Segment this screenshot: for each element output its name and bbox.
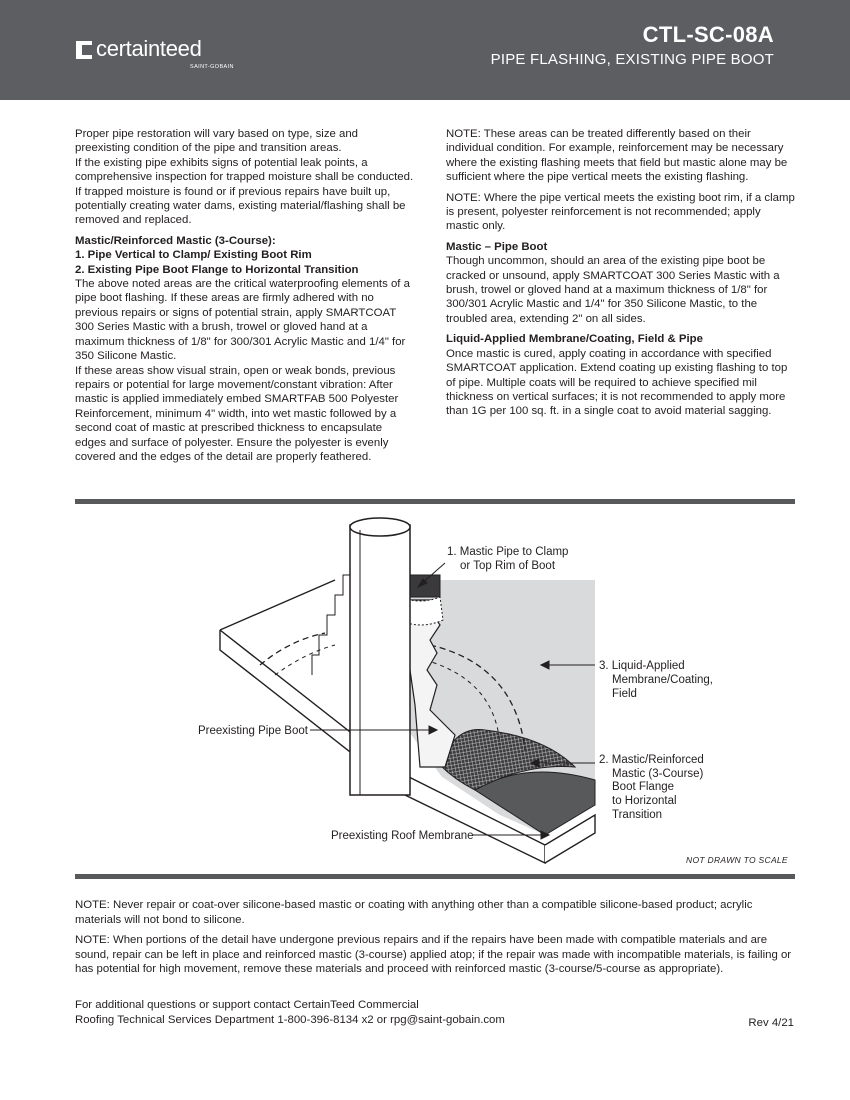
label-liquid-applied-line3: Field xyxy=(612,688,637,700)
contact-info xyxy=(75,998,505,1028)
section-heading-mastic-reinforced: Mastic/Reinforced Mastic (3-Course): xyxy=(75,234,276,247)
contact-line-1: For additional questions or support contact CertainTeed Commercial xyxy=(75,999,419,1011)
right-text-column xyxy=(446,127,796,425)
contact-line-2: Roofing Technical Services Department 1-800-396-8134 x2 or rpg@saint-gobain.com xyxy=(75,1014,505,1026)
label-mastic-reinforced-line5: Transition xyxy=(612,809,663,821)
brand-logo xyxy=(76,36,234,70)
body-paragraph-2: If these areas show visual strain, open or weak bonds, previous repairs or potential for large movement/constant vibration: After mastic is applied immediately embed SMARTFAB 500 Polyester Reinforcement, minimum 4" width, into wet mastic followed by a second coat of mastic at prescribed thickness to encapsulate edges and surface of polyester. Ensure the polyester is evenly covered and the edges of the detail are properly feathered. xyxy=(75,364,399,463)
note-paragraph-1: NOTE: These areas can be treated differently based on their individual condition. For example, reinforcement may be necessary where the existing flashing meets that field but mastic alone may be sufficient where the pipe vertical meets the existing flashing. xyxy=(446,128,788,184)
label-mastic-reinforced: 2. Mastic/Reinforced xyxy=(599,754,704,766)
body-mastic-pipe-boot: Though uncommon, should an area of the existing pipe boot be cracked or unsound, apply SMARTCOAT 300 Series Mastic with a brush, trowel or gloved hand at a maximum thickness of 1/8" for 300/301 Acrylic Mastic and 1/4" for 350 Silicone Mastic, to the troubled area, extending 2" on all sides. xyxy=(446,255,780,325)
body-coating: Once mastic is cured, apply coating in accordance with specified SMARTCOAT application. Extend coating up existing flashing to top of pipe. Multiple coats will be required to achieve specified mil thickness on vertical surfaces; it is not recommended to apply more than 1G per 100 sq. ft. in a single coat to avoid material sagging. xyxy=(446,347,788,418)
label-mastic-reinforced-line2: Mastic (3-Course) xyxy=(612,768,704,780)
intro-paragraph-1: Proper pipe restoration will vary based on type, size and preexisting condition of the pipe and transition areas. xyxy=(75,128,359,155)
brand-name: certainteed xyxy=(96,36,202,61)
note-silicone: NOTE: Never repair or coat-over silicone-based mastic or coating with anything other than a compatible silicone-based product; acrylic materials will not bond to silicone. xyxy=(75,899,753,926)
pipe-flashing-diagram xyxy=(75,505,795,870)
section-heading-mastic-pipe-boot: Mastic – Pipe Boot xyxy=(446,240,548,253)
document-id: CTL-SC-08A xyxy=(642,22,774,47)
body-paragraph-1: The above noted areas are the critical waterproofing elements of a pipe boot flashing. If these areas are firmly adhered with no previous repairs or signs of potential strain, apply SMARTCOAT 300 Series Mastic with a brush, trowel or gloved hand at a maximum thickness of 1/8" for 300/301 Acrylic Mastic and 1/4" for 350 Silicone Mastic. xyxy=(75,278,410,363)
label-mastic-reinforced-line4: to Horizontal xyxy=(612,795,677,807)
left-text-column xyxy=(75,127,415,470)
label-mastic-pipe-clamp-line2: or Top Rim of Boot xyxy=(460,560,556,572)
vertical-pipe xyxy=(350,525,410,795)
top-divider-rule xyxy=(75,499,795,504)
label-mastic-pipe-clamp: 1. Mastic Pipe to Clamp xyxy=(447,546,569,558)
label-preexisting-roof-membrane: Preexisting Roof Membrane xyxy=(331,830,474,842)
note-paragraph-2: NOTE: Where the pipe vertical meets the existing boot rim, if a clamp is present, polyester reinforcement is not recommended; apply mastic only. xyxy=(446,191,795,233)
bottom-divider-rule xyxy=(75,874,795,879)
label-preexisting-pipe-boot: Preexisting Pipe Boot xyxy=(198,725,308,737)
label-liquid-applied-line2: Membrane/Coating, xyxy=(612,674,713,686)
label-liquid-applied: 3. Liquid-Applied xyxy=(599,660,685,672)
intro-paragraph-2: If the existing pipe exhibits signs of potential leak points, a comprehensive inspection for trapped moisture shall be conducted. If trapped moisture is found or if previous repairs have built up, potentially creating water dams, existing material/flashing shall be removed and replaced. xyxy=(75,156,414,227)
section-subheading-2: 2. Existing Pipe Boot Flange to Horizontal Transition xyxy=(75,263,359,276)
brand-mark-icon xyxy=(76,41,92,59)
bottom-notes xyxy=(75,898,800,983)
page-header xyxy=(0,0,850,100)
section-heading-coating: Liquid-Applied Membrane/Coating, Field & Pipe xyxy=(446,333,703,346)
revision-label: Rev 4/21 xyxy=(748,1017,794,1029)
brand-subtitle: SAINT-GOBAIN xyxy=(190,64,234,70)
note-previous-repairs: NOTE: When portions of the detail have undergone previous repairs and if the repairs have been made with compatible materials and are sound, repair can be left in place and reinforced mastic (3-course) applied atop; if the repair was made with incompatible materials, is failing or has potential for high movement, remove these materials and proceed with reinforced mastic (3-course/5-course as appropriate). xyxy=(75,934,792,975)
not-to-scale-note: NOT DRAWN TO SCALE xyxy=(686,855,788,865)
document-title: PIPE FLASHING, EXISTING PIPE BOOT xyxy=(490,51,774,68)
label-mastic-reinforced-line3: Boot Flange xyxy=(612,781,675,793)
pipe-top-opening xyxy=(350,518,410,536)
section-subheading-1: 1. Pipe Vertical to Clamp/ Existing Boot Rim xyxy=(75,249,312,262)
